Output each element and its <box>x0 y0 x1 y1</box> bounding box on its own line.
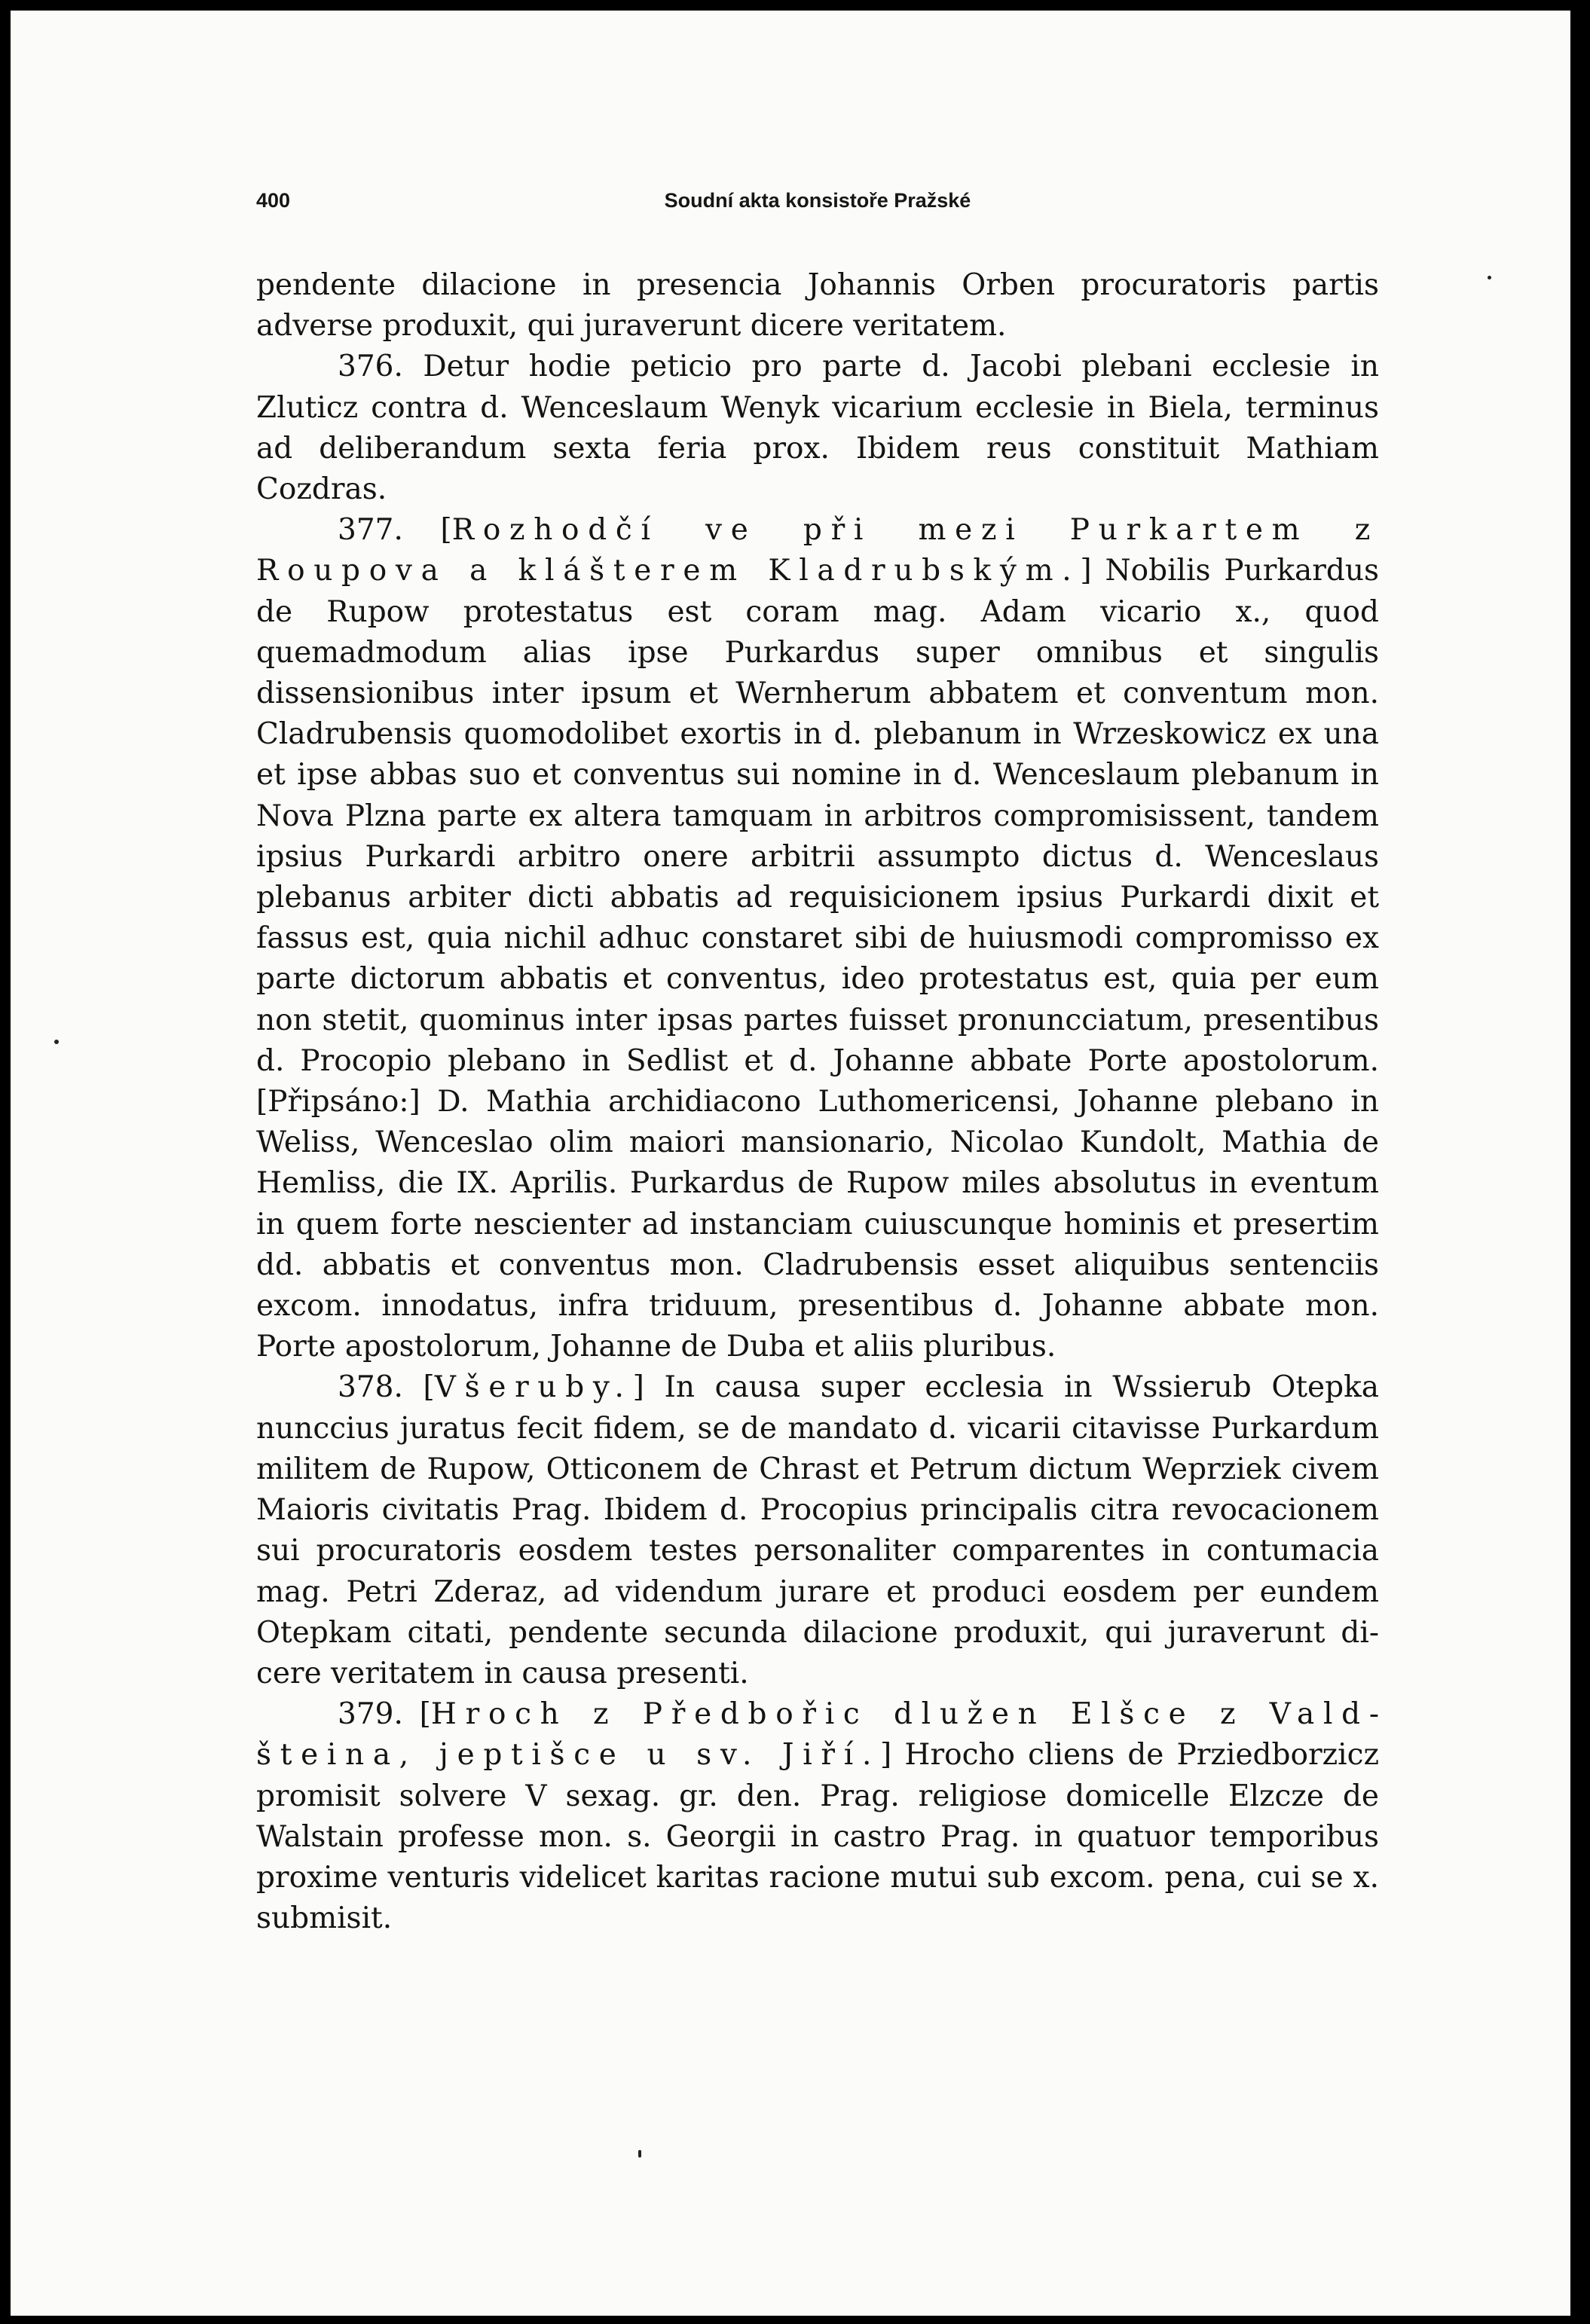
continuation-paragraph: pendente dilacione in presencia Johannis Orben procuratoris partis adverse produxit, qui juraverunt dicere veritatem. <box>256 268 1379 344</box>
scan-speck <box>54 1040 59 1044</box>
entry-376: 376. Detur hodie peticio pro parte d. Jacobi plebani ecclesie in Zluticz contra d. Wenceslaum Wenyk vicarium ecclesie in Biela, terminus ad deliberandum sexta feria prox. Ibidem reus constituit Mathiam Cozdras. <box>256 350 1379 507</box>
running-title: Soudní akta konsistoře Pražské <box>664 189 971 212</box>
page-number: 400 <box>256 189 291 212</box>
scan-speck <box>638 2150 641 2158</box>
entry-number: 378. [ <box>338 1370 435 1405</box>
entry-379 <box>256 1694 1379 1939</box>
entry-heading: Všeruby. <box>434 1370 633 1405</box>
scan-speck <box>1488 276 1491 279</box>
entry-text: ] Nobilis Purkardus de Rupow protestatus est coram mag. Adam vicario x., quod quemadmodum alias ipse Purkardus super omnibus et singulis dissensionibus inter ipsum et Wernherum abbatem et conventum mon. Cladrubensis quomodolibet exortis in d. plebanum in Wrzeskowicz ex una et ipse abbas suo et conventus sui nomine in d. Wenceslaum plebanum in Nova Plzna parte ex altera tamquam in arbitros compromisissent, tandem ipsius Purkardi arbitro onere arbitrii assumpto dictus d. Wenceslaus plebanus arbiter dicti abbatis ad requisicionem ipsius Purkardi dixit et fassus est, quia nichil adhuc constaret sibi de huiusmodi compromisso ex parte dictorum abbatis et conventus, ideo protestatus est, quia per eum non stetit, quominus inter ipsas partes fuisset pronuncciatum, presentibus d. Procopio plebano in Sedlist et d. Johanne abbate Porte apostolorum. [Připsáno:] D. Mathia archidiacono Luthomericensi, Johanne plebano in Weliss, Wenceslao olim maiori mansionario, Nicolao Kundolt, Mathia de Hemliss, die IX. Aprilis. Purkardus de Rupow miles absolutus in eventum in quem forte nescienter ad instanciam cuiuscunque hominis et presertim dd. abbatis et conventus mon. Cladrubensis esset aliquibus sentenciis excom. innodatus, infra triduum, presentibus d. Johanne abbate mon. Porte apostolorum, Johanne de Duba et aliis pluribus. <box>256 554 1379 1364</box>
entry-heading: Hroch z Předbořic dlužen Elšce z Valdšteina, jeptišce u sv. Jiří. <box>256 1697 1379 1773</box>
entry-heading: Rozhodčí ve při mezi Purkartem z Roupova a klášterem Kladrubským. <box>256 513 1379 588</box>
entry-number: 377. [ <box>338 513 452 548</box>
entry-number: 379. [ <box>338 1697 431 1732</box>
scanned-page <box>11 11 1570 2316</box>
entry-378 <box>256 1367 1379 1694</box>
entry-377 <box>256 510 1379 1367</box>
entry-text: ] Hrocho cliens de Prziedborzicz promisit solvere V sexag. gr. den. Prag. religiose domicelle Elzcze de Walstain professe mon. s. Georgii in castro Prag. in quatuor temporibus proxime venturis videlicet karitas racione mutui sub excom. pena, cui se x. submisit. <box>256 1738 1379 1936</box>
body-text <box>256 265 1379 1939</box>
entry-text: ] In causa super ecclesia in Wssierub Otepka nunccius juratus fecit fidem, se de mandato d. vicarii citavisse Purkardum militem de Rupow, Otticonem de Chrast et Petrum dictum Weprziek civem Maioris civitatis Prag. Ibidem d. Procopius principalis citra revocacionem sui procuratoris eosdem testes personaliter comparentes in contumacia mag. Petri Zderaz, ad videndum jurare et produci eosdem per eundem Otepkam citati, pendente secunda dilacione produxit, qui juraverunt dicere veritatem in causa presenti. <box>256 1370 1379 1690</box>
page-header <box>256 189 1379 219</box>
